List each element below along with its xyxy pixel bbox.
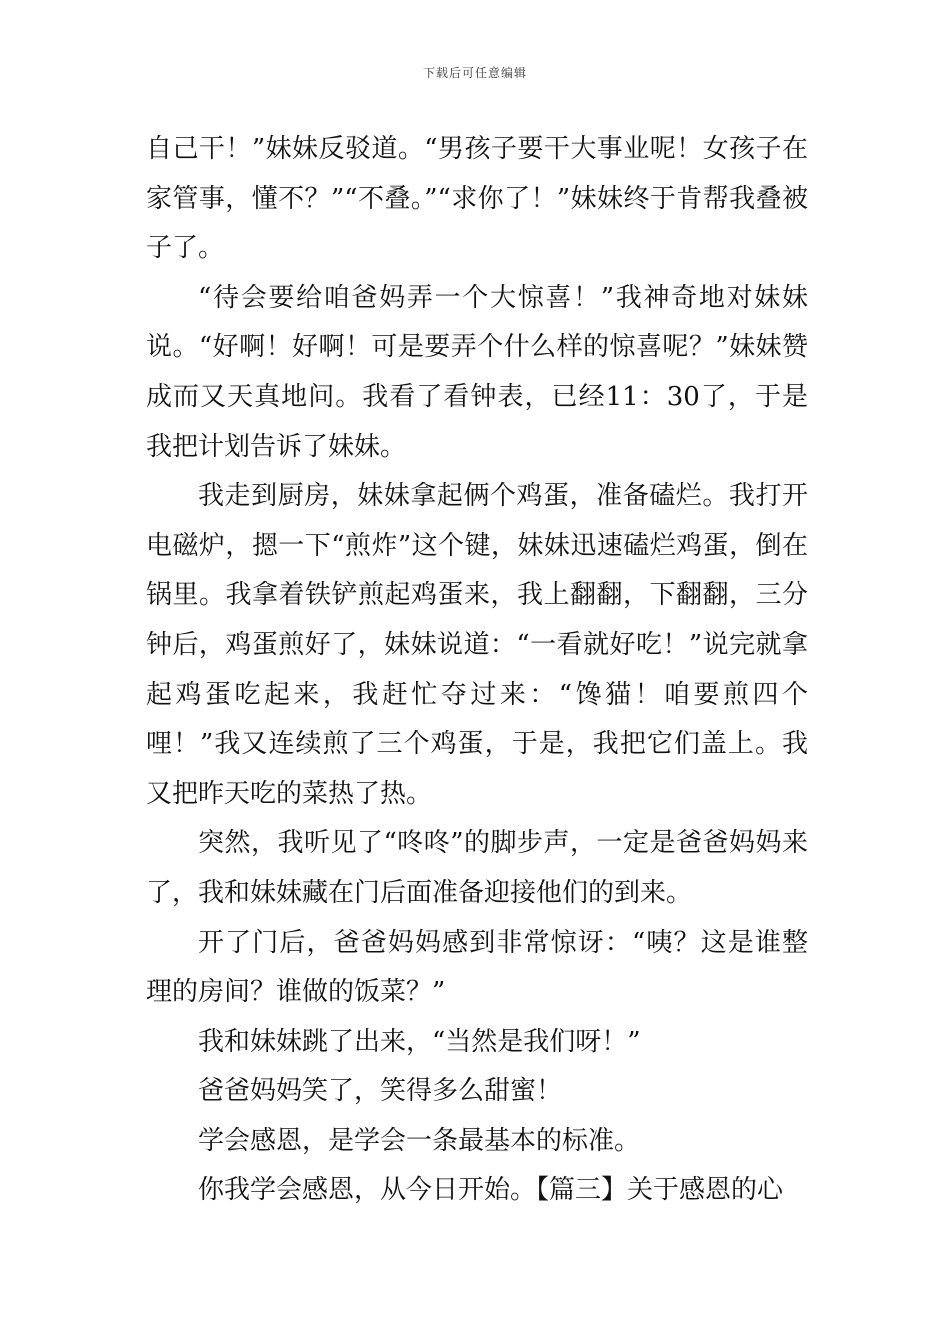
page-header: 下载后可任意编辑 <box>422 66 527 80</box>
paragraph-2: “待会要给咱爸妈弄一个大惊喜！”我神奇地对妹妹说。“好啊！好啊！可是要弄个什么样的惊喜呢？”妹妹赞成而又天真地问。我看了看钟表，已经11：30了，于是我把计划告诉了妹妹。 <box>146 282 808 462</box>
paragraph-4: 突然，我听见了“咚咚”的脚步声，一定是爸爸妈妈来了，我和妹妹藏在门后面准备迎接他们的到来。 <box>146 828 808 908</box>
paragraph-5: 开了门后，爸爸妈妈感到非常惊讶：“咦？这是谁整理的房间？谁做的饭菜？” <box>146 927 808 1008</box>
paragraph-7: 爸爸妈妈笑了，笑得多么甜蜜！ <box>198 1076 563 1107</box>
paragraph-1: 自己干！”妹妹反驳道。“男孩子要干大事业呢！女孩子在家管事，懂不？”“不叠。”“求你了！”妹妹终于肯帮我叠被子了。 <box>146 134 808 264</box>
paragraph-3: 我走到厨房，妹妹拿起俩个鸡蛋，准备磕烂。我打开电磁炉，摁一下“煎炸”这个键，妹妹迅速磕烂鸡蛋，倒在锅里。我拿着铁铲煎起鸡蛋来，我上翻翻，下翻翻，三分钟后，鸡蛋煎好了，妹妹说道：“一看就好吃！”说完就拿起鸡蛋吃起来，我赶忙夺过来：“馋猫！咱要煎四个哩！”我又连续煎了三个鸡蛋，于是，我把它们盖上。我又把昨天吃的菜热了热。 <box>146 481 808 809</box>
paragraph-6: 我和妹妹跳了出来，“当然是我们呀！” <box>198 1026 641 1057</box>
paragraph-9: 你我学会感恩，从今日开始。【篇三】关于感恩的心 <box>198 1175 784 1206</box>
paragraph-8: 学会感恩，是学会一条最基本的标准。 <box>198 1125 641 1156</box>
document-body <box>146 125 808 1216</box>
